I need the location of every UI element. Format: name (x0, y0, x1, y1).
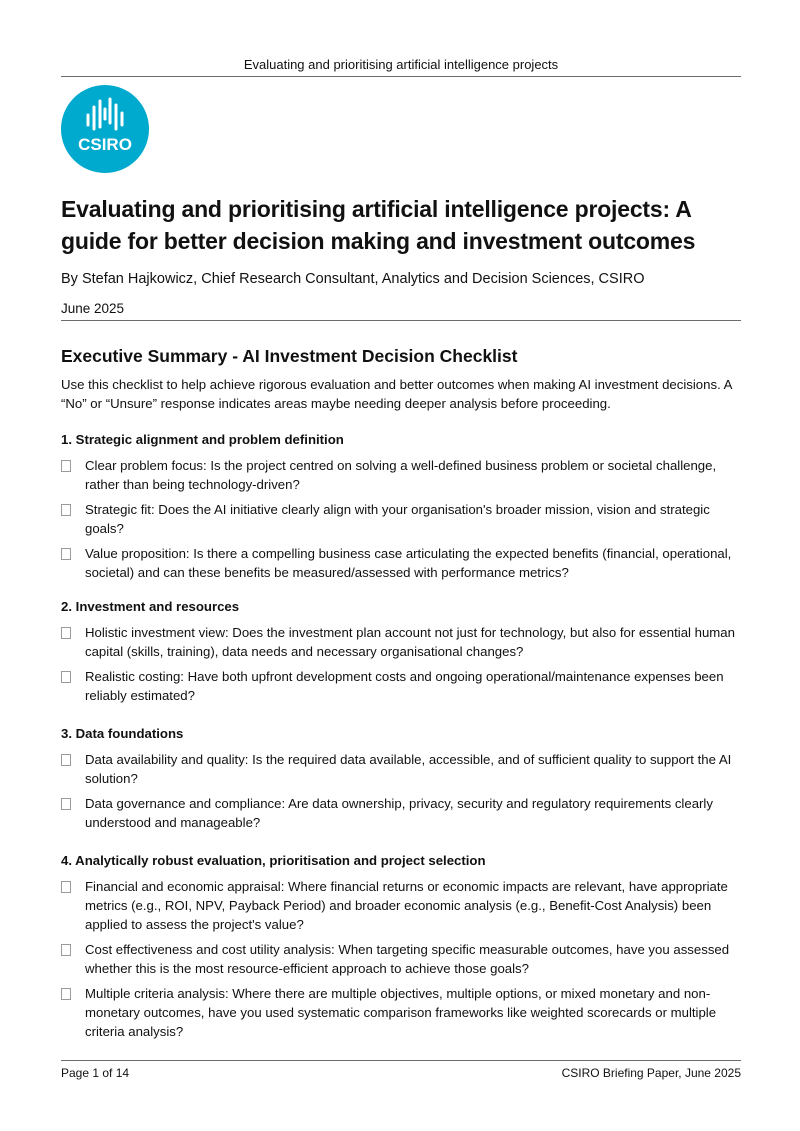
section-heading: 1. Strategic alignment and problem definition (61, 432, 344, 447)
section-heading: 3. Data foundations (61, 726, 184, 741)
checkbox[interactable] (61, 504, 71, 516)
document-title: Evaluating and prioritising artificial intelligence projects: A guide for better decision making and investment outcomes (61, 196, 696, 254)
checklist-item-text: Value proposition: Is there a compelling business case articulating the expected benefits (financial, operational, societal) and can these benefits be measured/assessed with performance metrics? (85, 546, 732, 580)
checklist-item-text: Holistic investment view: Does the investment plan account not just for technology, but also for essential human capital (skills, training), data needs and necessary organisational changes? (85, 625, 735, 659)
checklist-item-text: Realistic costing: Have both upfront development costs and ongoing operational/maintenance expenses been reliably estimated? (85, 669, 724, 703)
section-strategic-alignment (61, 431, 741, 588)
header-rule (61, 76, 741, 77)
checkbox[interactable] (61, 798, 71, 810)
checklist-item (61, 984, 741, 1041)
checkbox[interactable] (61, 671, 71, 683)
checklist-item (61, 750, 741, 788)
footer-rule (61, 1060, 741, 1061)
checklist-item (61, 544, 741, 582)
section-heading: 2. Investment and resources (61, 599, 240, 614)
checkbox[interactable] (61, 881, 71, 893)
summary-title: Executive Summary - AI Investment Decision Checklist (61, 346, 518, 366)
checkbox[interactable] (61, 944, 71, 956)
csiro-logo (61, 85, 149, 173)
checklist-item-text: Financial and economic appraisal: Where financial returns or economic impacts are relevant, have appropriate metrics (e.g., ROI, NPV, Payback Period) and broader economic analysis (e.g., Benefit-Cost Analysis) been applied to assess the project's value? (85, 879, 728, 932)
byline: By Stefan Hajkowicz, Chief Research Consultant, Analytics and Decision Sciences, CSIRO (61, 271, 645, 287)
section-heading: 4. Analytically robust evaluation, prioritisation and project selection (61, 853, 486, 868)
section-investment-resources (61, 598, 741, 711)
checklist-item (61, 456, 741, 494)
checklist-item-text: Multiple criteria analysis: Where there are multiple objectives, multiple options, or mixed monetary and non-monetary outcomes, have you used systematic comparison frameworks like weighted scorecards or multiple criteria analysis? (85, 986, 717, 1039)
checklist-item (61, 667, 741, 705)
title-rule (61, 320, 741, 321)
section-data-foundations (61, 725, 741, 838)
checklist-item (61, 794, 741, 832)
checklist-item-text: Data availability and quality: Is the required data available, accessible, and of sufficient quality to support the AI solution? (85, 752, 732, 786)
checkbox[interactable] (61, 627, 71, 639)
checklist-item (61, 500, 741, 538)
checklist-item-text: Strategic fit: Does the AI initiative clearly align with your organisation's broader mission, vision and strategic goals? (85, 502, 710, 536)
section-robust-evaluation (61, 852, 741, 1047)
summary-intro: Use this checklist to help achieve rigorous evaluation and better outcomes when making AI investment decisions. A “No” or “Unsure” response indicates areas maybe needing deeper analysis before proceeding. (61, 377, 732, 411)
checklist-item-text: Data governance and compliance: Are data ownership, privacy, security and regulatory requirements clearly understood and manageable? (85, 796, 713, 830)
checklist-item-text: Cost effectiveness and cost utility analysis: When targeting specific measurable outcomes, have you assessed whether this is the most resource-efficient approach to achieve those goals? (85, 942, 730, 976)
checklist-item (61, 623, 741, 661)
publication-date: June 2025 (61, 301, 125, 316)
checklist-item-text: Clear problem focus: Is the project centred on solving a well-defined business problem or societal challenge, rather than being technology-driven? (85, 458, 717, 492)
checklist-item (61, 940, 741, 978)
checkbox[interactable] (61, 548, 71, 560)
footer-series: CSIRO Briefing Paper, June 2025 (561, 1066, 741, 1080)
checkbox[interactable] (61, 988, 71, 1000)
page-number: Page 1 of 14 (61, 1066, 130, 1080)
running-header: Evaluating and prioritising artificial intelligence projects (243, 57, 559, 72)
checkbox[interactable] (61, 460, 71, 472)
checkbox[interactable] (61, 754, 71, 766)
checklist-item (61, 877, 741, 934)
logo-wordmark: CSIRO (78, 135, 132, 154)
